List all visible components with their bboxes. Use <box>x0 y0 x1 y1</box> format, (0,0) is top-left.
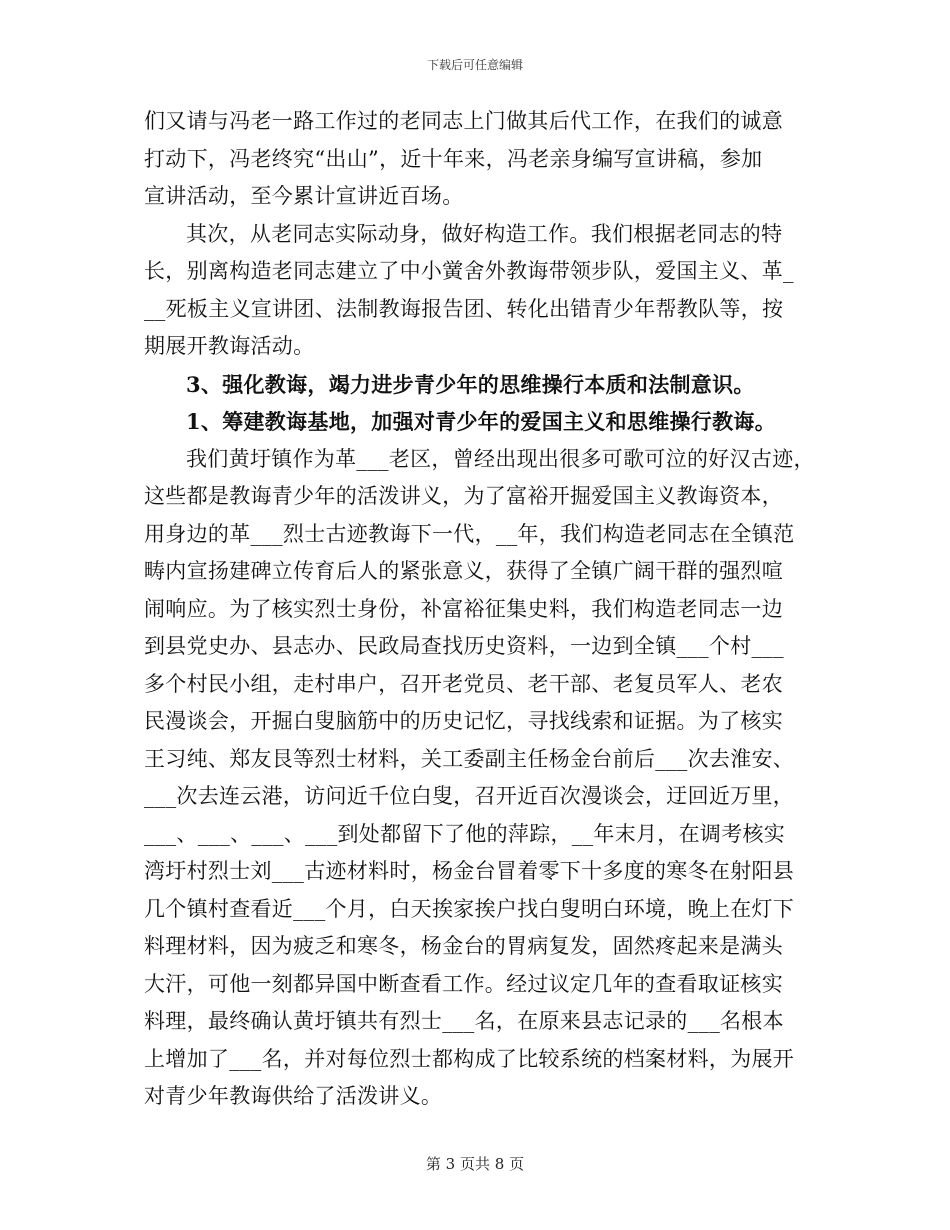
paragraph-line: 闹响应。为了核实烈士身份，补富裕征集史料，我们构造老同志一边 <box>144 596 783 621</box>
paragraph-line: 王习纯、郑友艮等烈士材料，关工委副主任杨金台前后___次去淮安、 <box>144 746 795 771</box>
paragraph-line: 其次，从老同志实际动身，做好构造工作。我们根据老同志的特 <box>186 221 783 246</box>
paragraph-line: 我们黄圩镇作为革___老区，曾经出现出很多可歌可泣的好汉古迹， <box>186 446 815 471</box>
document-body <box>144 103 815 1116</box>
paragraph-line: 民漫谈会，开掘白叟脑筋中的历史记忆，寻找线索和证据。为了核实 <box>144 709 783 733</box>
paragraph-line: 打动下，冯老终究“出山”，近十年来，冯老亲身编写宣讲稿，参加 <box>144 146 763 171</box>
paragraph-line: 宣讲活动，至今累计宣讲近百场。 <box>144 184 464 208</box>
paragraph-line: 用身边的革___烈士古迹教诲下一代，__年，我们构造老同志在全镇范 <box>144 521 795 546</box>
section-heading-line: 3、强化教诲，竭力进步青少年的思维操行本质和法制意识。 <box>186 371 755 397</box>
paragraph-line: 料理，最终确认黄圩镇共有烈士___名，在原来县志记录的___名根本 <box>144 1009 784 1033</box>
paragraph-line: 大汗，可他一刻都异国中断查看工作。经过议定几年的查看取证核实 <box>144 971 783 996</box>
page-footer: 第 3 页共 8 页 <box>425 1155 525 1173</box>
paragraph-line: 这些都是教诲青少年的活泼讲义，为了富裕开掘爱国主义教诲资本， <box>144 484 783 508</box>
paragraph-line: 对青少年教诲供给了活泼讲义。 <box>144 1084 443 1108</box>
paragraph-line: 期展开教诲活动。 <box>144 334 315 358</box>
paragraph-line: ___、___、___、___到处都留下了他的萍踪，__年末月，在调考核实 <box>144 821 786 846</box>
paragraph-line: 湾圩村烈士刘___古迹材料时，杨金台冒着零下十多度的寒冬在射阳县 <box>144 859 795 883</box>
paragraph-line: 到县党史办、县志办、民政局查找历史资料，一边到全镇___个村___ <box>144 634 784 658</box>
paragraph-line: 几个镇村查看近___个月，白天挨家挨户找白叟明白环境，晚上在灯下 <box>144 896 795 921</box>
paragraph-line: 多个村民小组，走村串户，召开老党员、老干部、老复员军人、老农 <box>144 671 783 696</box>
paragraph-line: ___次去连云港，访问近千位白叟，召开近百次漫谈会，迂回近万里， <box>144 784 795 808</box>
page-header: 下载后可任意编辑 <box>426 58 523 72</box>
paragraph-line: 料理材料，因为疲乏和寒冬，杨金台的胃病复发，固然疼起来是满头 <box>144 934 783 958</box>
paragraph-line: 畴内宣扬建碑立传育后人的紧张意义，获得了全镇广阔干群的强烈喧 <box>144 559 783 583</box>
paragraph-line: 长，别离构造老同志建立了中小黉舍外教诲带领步队，爱国主义、革_ <box>144 259 794 283</box>
section-heading-line: 1、筹建教诲基地，加强对青少年的爱国主义和思维操行教诲。 <box>186 409 777 434</box>
paragraph-line: 上增加了___名，并对每位烈士都构成了比较系统的档案材料，为展开 <box>144 1046 795 1071</box>
paragraph-line: 们又请与冯老一路工作过的老同志上门做其后代工作，在我们的诚意 <box>144 109 783 133</box>
paragraph-line: __死板主义宣讲团、法制教诲报告团、转化出错青少年帮教队等，按 <box>144 296 784 321</box>
